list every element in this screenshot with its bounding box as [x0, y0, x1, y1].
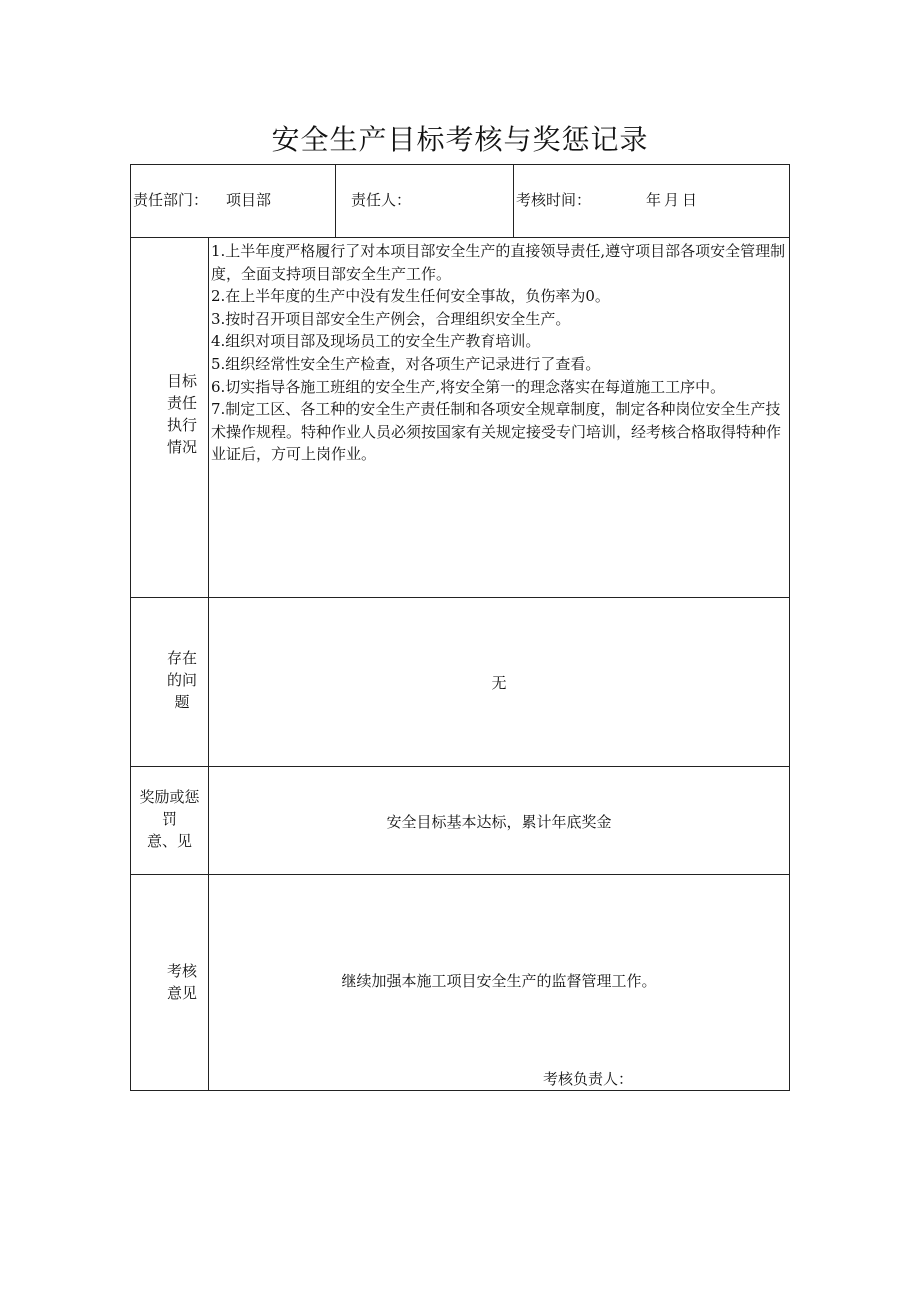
header-divider-1 [335, 164, 336, 238]
row-divider-header [130, 237, 790, 238]
opinion-label-line: 考核 [166, 962, 197, 980]
opinion-label [160, 960, 204, 1004]
execution-item: 3.按时召开项目部安全生产例会，合理组织安全生产。 [211, 309, 571, 328]
execution-content [211, 240, 789, 466]
row-divider-execution [130, 597, 790, 598]
table-border-top [130, 164, 790, 165]
execution-label-line: 情况 [166, 438, 197, 456]
department-label: 责任部门： [133, 191, 209, 209]
header-divider-2 [513, 164, 514, 238]
review-time-value: 年月日 [646, 191, 701, 209]
table-border-left [130, 164, 131, 1091]
execution-item: 6.切实指导各施工班组的安全生产,将安全第一的理念落实在每道施工工序中。 [211, 377, 726, 396]
reward-value: 安全目标基本达标，累计年底奖金 [386, 813, 612, 831]
opinion-label-line: 意见 [166, 984, 197, 1002]
execution-item: 2.在上半年度的生产中没有发生任何安全事故，负伤率为0。 [211, 287, 610, 306]
reward-label-line: 罚 [161, 810, 177, 828]
label-column-divider [208, 237, 209, 1091]
execution-label [160, 370, 204, 458]
execution-item: 7.制定工区、各工种的安全生产责任制和各项安全规章制度，制定各种岗位安全生产技术操作规程。特种作业人员必须按国家有关规定接受专门培训，经考核合格取得特种作业证后，方可上岗作业。 [211, 400, 782, 464]
page-title: 安全生产目标考核与奖惩记录 [271, 123, 649, 156]
reward-label-line: 奖励或惩 [139, 788, 200, 806]
review-time-label: 考核时间： [516, 191, 592, 209]
problems-label-line: 的问 [166, 671, 197, 689]
problems-label [160, 647, 204, 713]
execution-label-line: 责任 [166, 394, 197, 412]
row-divider-problems [130, 766, 790, 767]
reward-label [131, 786, 208, 852]
table-border-bottom [130, 1090, 790, 1091]
problems-value: 无 [491, 674, 507, 692]
execution-label-line: 执行 [166, 416, 197, 434]
opinion-value: 继续加强本施工项目安全生产的监督管理工作。 [341, 972, 657, 990]
reward-label-line: 意、见 [146, 832, 192, 850]
execution-item: 4.组织对项目部及现场员工的安全生产教育培训。 [211, 332, 541, 351]
table-border-right [789, 164, 790, 1091]
problems-label-line: 题 [174, 693, 190, 711]
responsible-person-label: 责任人： [351, 191, 412, 209]
department-value: 项目部 [226, 191, 272, 209]
execution-item: 1.上半年度严格履行了对本项目部安全生产的直接领导责任,遵守项目部各项安全管理制度，全面支持项目部安全生产工作。 [211, 242, 786, 283]
reviewer-signature-label: 考核负责人： [543, 1070, 634, 1088]
execution-label-line: 目标 [166, 372, 197, 390]
row-divider-reward [130, 874, 790, 875]
execution-item: 5.组织经常性安全生产检查，对各项生产记录进行了查看。 [211, 354, 601, 373]
problems-label-line: 存在 [166, 649, 197, 667]
